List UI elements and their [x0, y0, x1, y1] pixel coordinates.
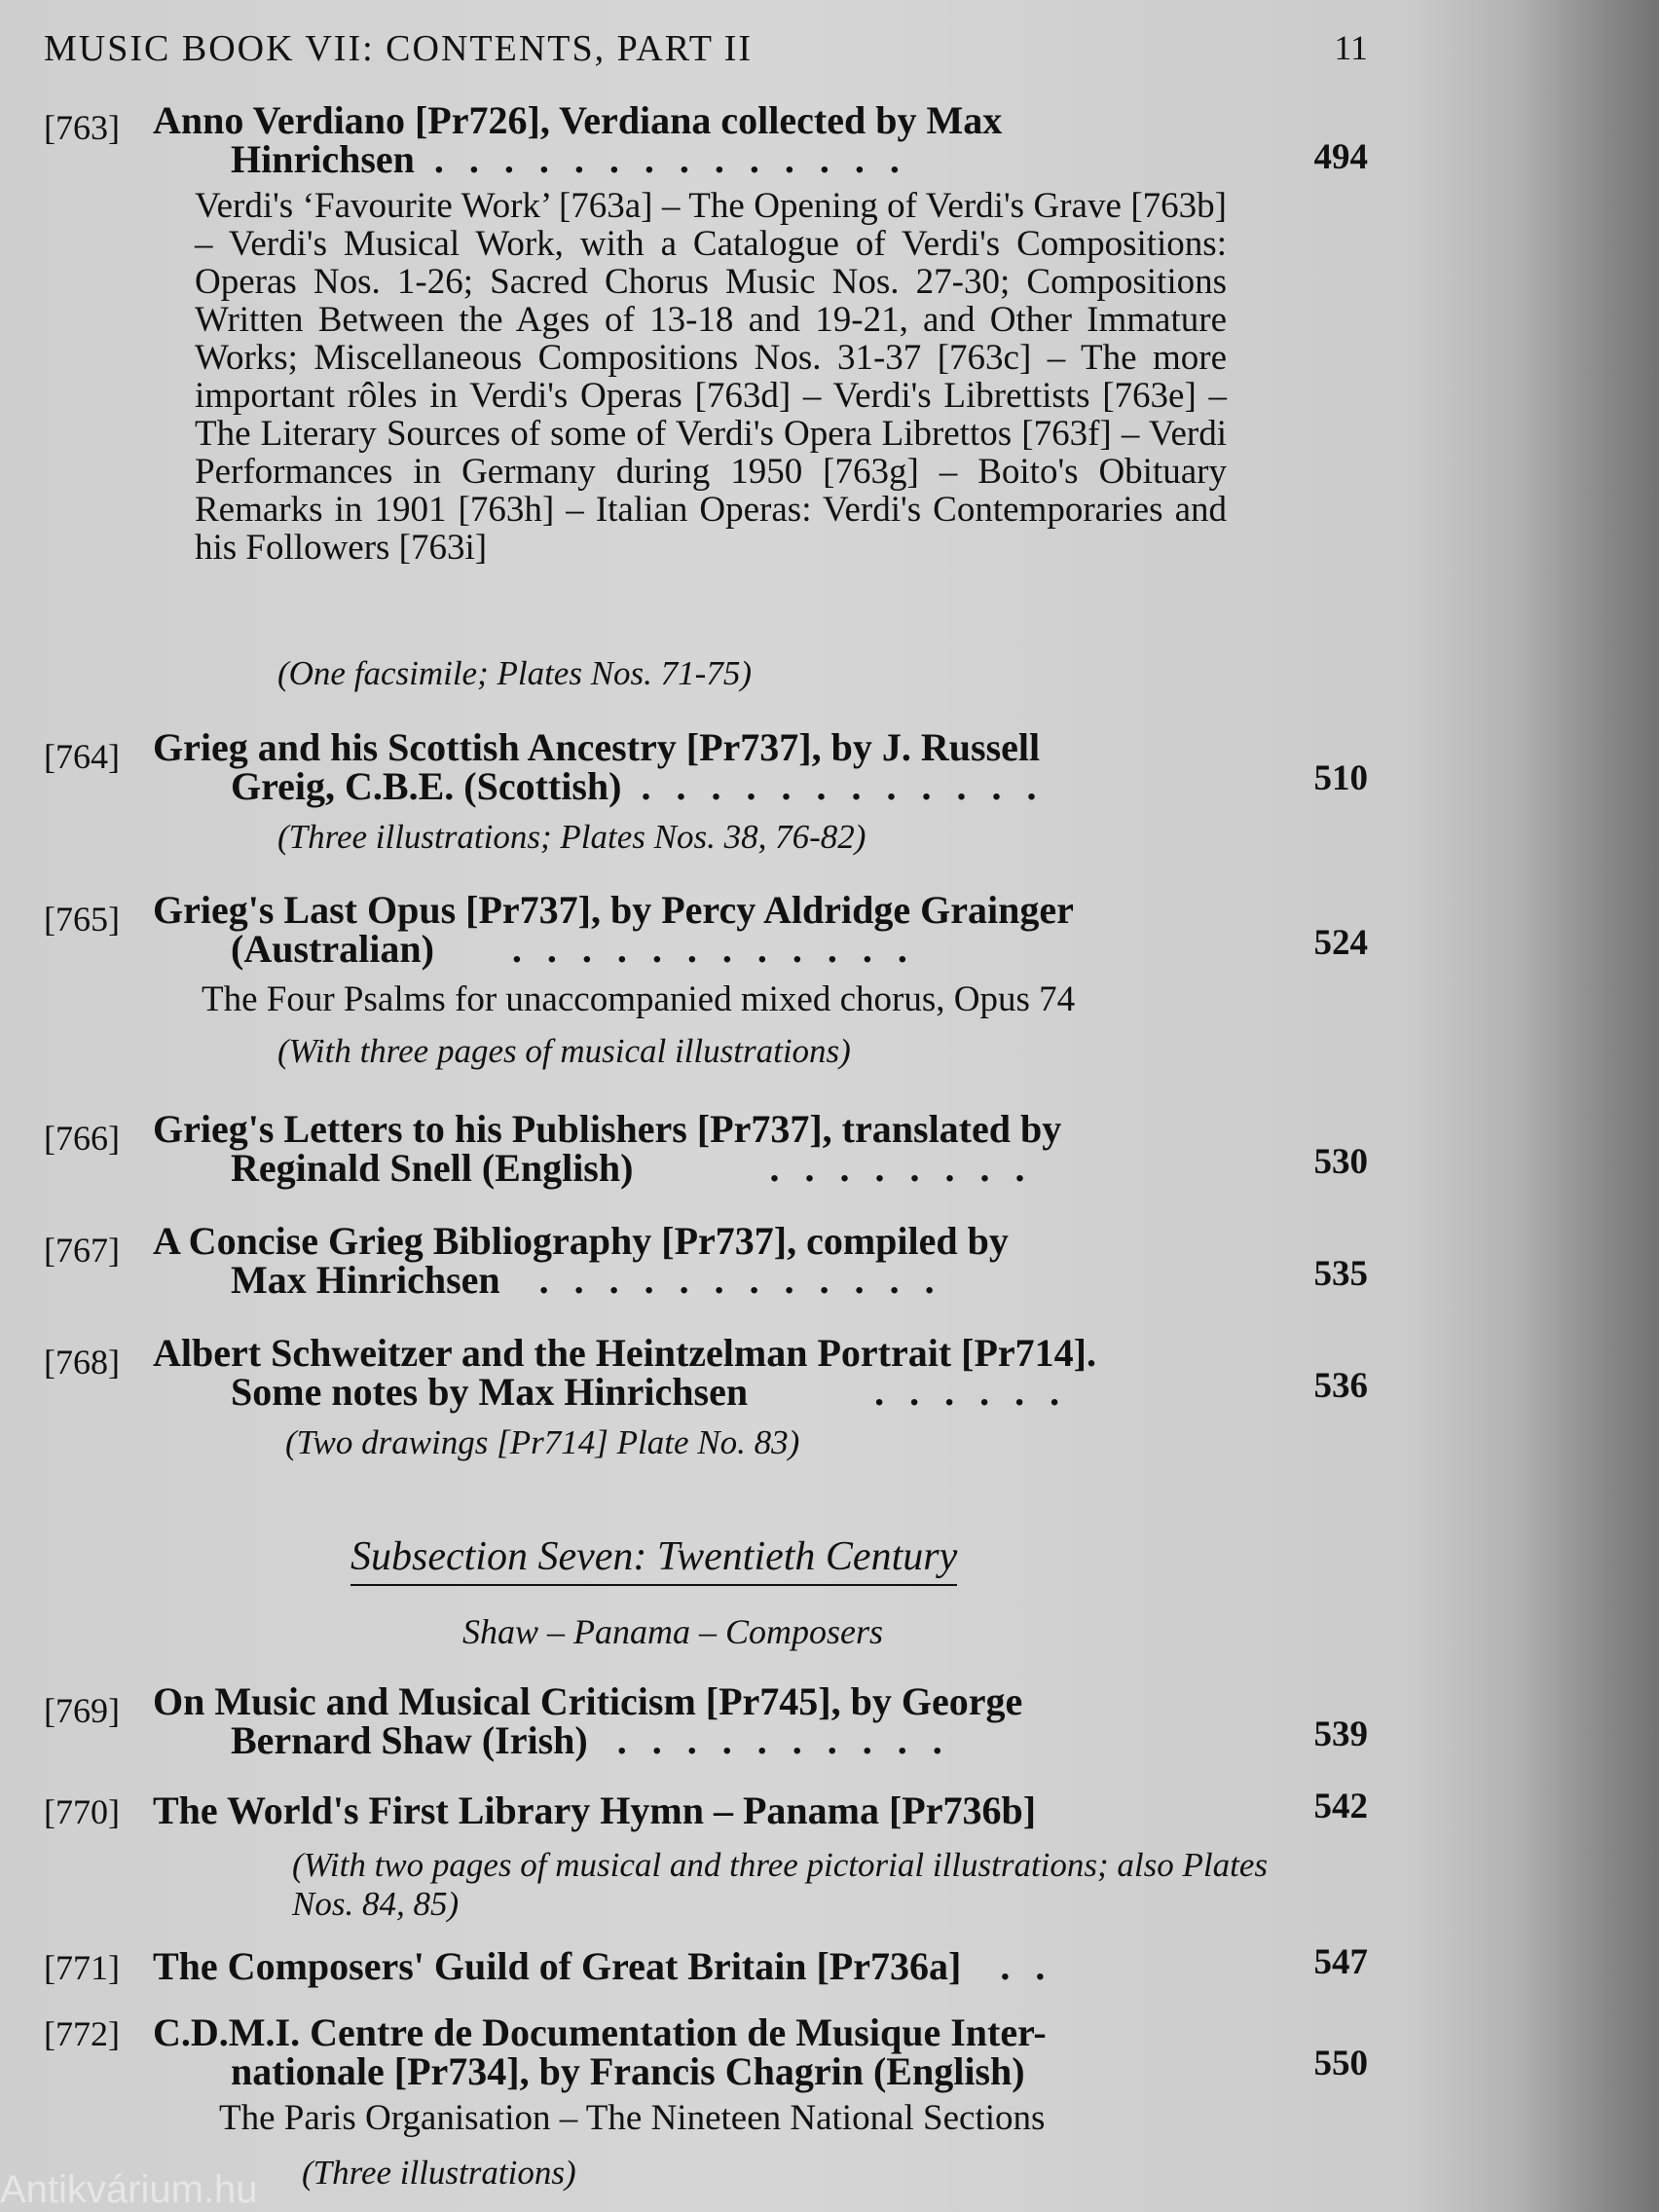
entry-number: [764]	[44, 737, 120, 776]
entry-note: (Two drawings [Pr714] Plate No. 83)	[285, 1423, 800, 1461]
entry-page: 530	[1313, 1142, 1368, 1182]
entry-title-line2: nationale [Pr734], by Francis Chagrin (English)	[231, 2049, 1025, 2093]
entry-page: 536	[1313, 1366, 1368, 1406]
dot-leaders: . . . . . . . . . .	[616, 1718, 950, 1762]
entry-title	[153, 2010, 1224, 2093]
watermark: Antikvárium.hu	[0, 2168, 258, 2211]
entry-number: [767]	[44, 1231, 120, 1270]
entry-title-line1: Grieg and his Scottish Ancestry [Pr737], by J. Russell	[153, 725, 1041, 769]
entry-number: [766]	[44, 1119, 120, 1158]
entry-title-line2: Some notes by Max Hinrichsen	[231, 1370, 749, 1414]
entry-title-line2: Hinrichsen	[231, 137, 415, 181]
entry-note: (One facsimile; Plates Nos. 71-75)	[277, 654, 752, 692]
entry-page: 550	[1313, 2044, 1368, 2083]
subsection-subheading: Shaw – Panama – Composers	[462, 1612, 884, 1651]
entry-title	[153, 888, 1224, 971]
entry-title	[153, 98, 1224, 181]
dot-leaders: . .	[1000, 1944, 1053, 1988]
dot-leaders: . . . . . . . . . . . .	[511, 927, 915, 971]
page-header	[44, 27, 1368, 86]
entry-number: [772]	[44, 2014, 120, 2053]
dot-leaders: . . . . . .	[874, 1370, 1068, 1414]
entry-number: [763]	[44, 108, 120, 147]
entry-title-line2: Bernard Shaw (Irish)	[231, 1718, 588, 1762]
entry-page: 524	[1313, 923, 1368, 963]
entry-title	[153, 1331, 1224, 1414]
entry-note: (Three illustrations)	[302, 2154, 576, 2192]
entry-title	[153, 1107, 1224, 1190]
dot-leaders: . . . . . . . .	[769, 1146, 1033, 1190]
entry-title	[153, 1788, 1224, 1832]
entry-title-line1: Albert Schweitzer and the Heintzelman Portrait [Pr714].	[153, 1331, 1097, 1375]
entry-title-line2: Reginald Snell (English)	[231, 1146, 634, 1190]
running-title: MUSIC BOOK VII: CONTENTS, PART II	[44, 28, 754, 69]
entry-title-line1: A Concise Grieg Bibliography [Pr737], compiled by	[153, 1219, 1009, 1263]
entry-page: 547	[1313, 1942, 1368, 1982]
entry-title-line1: Grieg's Last Opus [Pr737], by Percy Aldridge Grainger	[153, 888, 1074, 932]
entry-page: 542	[1313, 1787, 1368, 1826]
entry-number: [770]	[44, 1792, 120, 1831]
entry-note: (Three illustrations; Plates Nos. 38, 76-82)	[277, 818, 866, 856]
entry-title	[153, 1679, 1224, 1762]
entry-number: [771]	[44, 1948, 120, 1987]
dot-leaders: . . . . . . . . . . . .	[538, 1258, 942, 1302]
page-edge-shadow	[1513, 0, 1659, 2212]
entry-page: 494	[1313, 137, 1368, 177]
entry-title-line1: Grieg's Letters to his Publishers [Pr737], translated by	[153, 1107, 1062, 1151]
entry-title-line2: Max Hinrichsen	[231, 1258, 500, 1302]
entry-page: 535	[1313, 1254, 1368, 1294]
entry-title-line1: On Music and Musical Criticism [Pr745], by George	[153, 1679, 1023, 1723]
entry-title-line1: The Composers' Guild of Great Britain [Pr736a]	[153, 1944, 962, 1988]
entry-title	[153, 1219, 1224, 1302]
entry-page: 510	[1313, 758, 1368, 798]
entry-title-line1: The World's First Library Hymn – Panama [Pr736b]	[153, 1788, 1037, 1832]
entry-title-line1: C.D.M.I. Centre de Documentation de Musique Inter-	[153, 2010, 1047, 2054]
entry-description: Verdi's ‘Favourite Work’ [763a] – The Opening of Verdi's Grave [763b] – Verdi's Musical Work, with a Catalogue of Verdi's Compositions: Operas Nos. 1-26; Sacred Chorus Music Nos. 27-30; Compositions Written Between the Ages of 13-18 and 19-21, and Other Immature Works; Miscellaneous Compositions Nos. 31-37 [763c] – The more important rôles in Verdi's Operas [763d] – Verdi's Librettists [763e] – The Literary Sources of some of Verdi's Opera Librettos [763f] – Verdi Performances in Germany during 1950 [763g] – Boito's Obituary Remarks in 1901 [763h] – Italian Operas: Verdi's Contemporaries and his Followers [763i]	[195, 186, 1227, 568]
entry-number: [768]	[44, 1343, 120, 1382]
dot-leaders: . . . . . . . . . . . . . .	[433, 137, 907, 181]
entry-description: The Paris Organisation – The Nineteen National Sections	[219, 2098, 1046, 2138]
entry-title	[153, 1944, 1224, 1988]
entry-page: 539	[1313, 1714, 1368, 1754]
entry-title-line2: (Australian)	[231, 927, 434, 971]
entry-title-line2: Greig, C.B.E. (Scottish)	[231, 764, 622, 808]
page-number: 11	[1334, 28, 1368, 67]
entry-note: (With three pages of musical illustrations)	[277, 1032, 851, 1070]
entry-description: The Four Psalms for unaccompanied mixed chorus, Opus 74	[202, 979, 1076, 1019]
subsection-heading: Subsection Seven: Twentieth Century	[350, 1533, 957, 1586]
dot-leaders: . . . . . . . . . . . .	[641, 764, 1045, 808]
entry-number: [765]	[44, 900, 120, 939]
entry-title	[153, 725, 1224, 808]
entry-note: (With two pages of musical and three pictorial illustrations; also Plates Nos. 84, 85)	[292, 1846, 1269, 1923]
entry-title-line1: Anno Verdiano [Pr726], Verdiana collected by Max	[153, 98, 1003, 142]
entry-number: [769]	[44, 1691, 120, 1730]
